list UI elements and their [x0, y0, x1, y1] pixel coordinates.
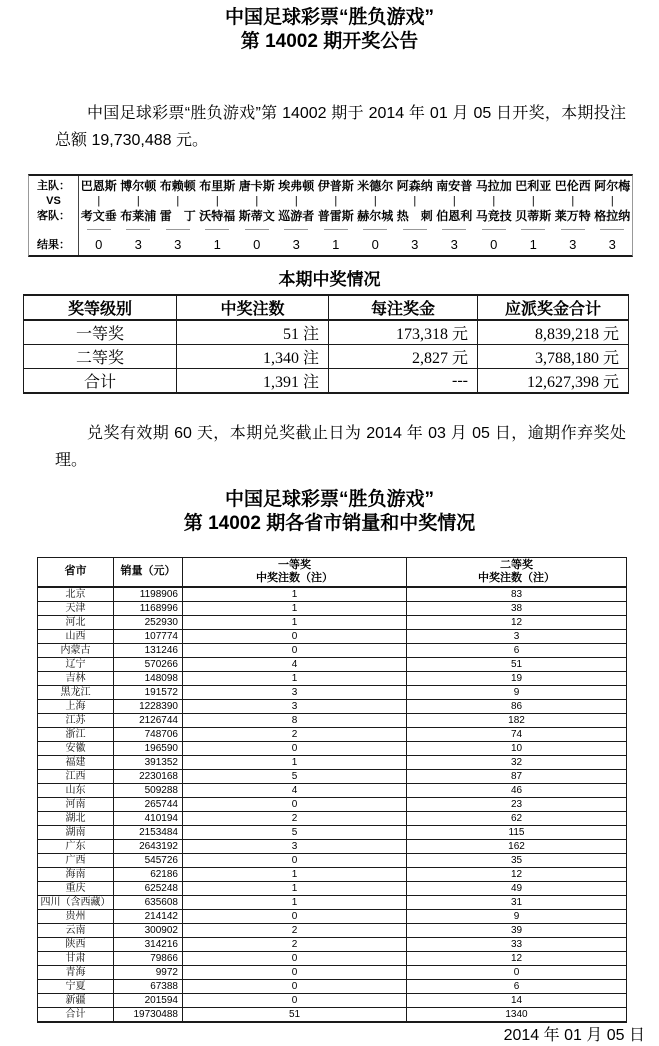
match-results-table [28, 174, 633, 257]
province-name: 山东 [38, 783, 114, 797]
match-column [395, 176, 435, 255]
province-first-prize-count: 1 [183, 881, 407, 895]
province-second-prize-count: 87 [407, 769, 627, 783]
province-first-prize-count: 1 [183, 895, 407, 909]
province-second-prize-count: 162 [407, 839, 627, 853]
prize-amount: --- [329, 369, 478, 394]
separator-dash [600, 229, 624, 230]
province-sales: 79866 [114, 951, 183, 965]
province-table-row [38, 643, 627, 657]
vs-bar: | [492, 194, 496, 207]
province-sales: 148098 [114, 671, 183, 685]
match-column [514, 176, 554, 255]
province-second-prize-count: 14 [407, 993, 627, 1007]
doc-title-line1: 中国足球彩票“胜负游戏” [224, 7, 434, 28]
prize-total: 8,839,218 元 [478, 320, 629, 345]
spacer-row [29, 225, 78, 235]
province-first-prize-count: 0 [183, 853, 407, 867]
separator-dash [561, 229, 585, 230]
province-first-prize-count: 0 [183, 741, 407, 755]
vs-bar: | [334, 194, 338, 207]
away-team: 布莱浦 [120, 209, 157, 224]
province-name: 上海 [38, 699, 114, 713]
vs-bar: | [136, 194, 140, 207]
province-sales: 9972 [114, 965, 183, 979]
vs-bar: | [176, 194, 180, 207]
province-first-prize-count: 3 [183, 839, 407, 853]
province-second-prize-count: 3 [407, 629, 627, 643]
prize-col-count: 中奖注数 [177, 295, 329, 320]
province-second-prize-count: 9 [407, 685, 627, 699]
away-row-label: 客队： [37, 210, 70, 223]
vs-bar: | [571, 194, 575, 207]
province-table-row [38, 685, 627, 699]
away-team: 伯恩利 [436, 209, 473, 224]
match-column [79, 176, 119, 255]
separator-dash [442, 229, 466, 230]
prize-col-total: 应派奖金合计 [478, 295, 629, 320]
match-column [593, 176, 633, 255]
province-name: 广东 [38, 839, 114, 853]
province-second-prize-count: 19 [407, 671, 627, 685]
province-table-row [38, 629, 627, 643]
province-table [37, 557, 627, 1023]
province-sales: 1168996 [114, 601, 183, 615]
prize-table-row [24, 345, 629, 369]
province-table-header [38, 558, 627, 587]
home-team: 埃弗顿 [278, 179, 315, 193]
province-second-prize-count: 12 [407, 951, 627, 965]
province-table-row [38, 797, 627, 811]
province-name: 合计 [38, 1007, 114, 1022]
prize-level: 一等奖 [24, 320, 177, 345]
province-second-prize-count: 182 [407, 713, 627, 727]
match-result: 1 [213, 237, 221, 252]
home-team: 南安普 [436, 179, 473, 193]
province-name: 内蒙古 [38, 643, 114, 657]
match-result: 0 [253, 237, 261, 252]
province-name: 吉林 [38, 671, 114, 685]
home-team: 阿尔梅 [594, 179, 631, 193]
province-col-first-prize: 一等奖 中奖注数（注） [183, 558, 407, 587]
province-name: 辽宁 [38, 657, 114, 671]
province-second-prize-count: 46 [407, 783, 627, 797]
away-team: 莱万特 [554, 209, 591, 224]
match-column [474, 176, 514, 255]
province-table-row [38, 979, 627, 993]
province-table-body [38, 587, 627, 1022]
home-row-label: 主队： [37, 180, 70, 192]
province-sales: 67388 [114, 979, 183, 993]
province-table-row [38, 825, 627, 839]
province-name: 河南 [38, 797, 114, 811]
province-table-row [38, 923, 627, 937]
province-second-prize-count: 83 [407, 587, 627, 602]
province-sales: 545726 [114, 853, 183, 867]
match-result: 1 [332, 237, 340, 252]
separator-dash [205, 229, 229, 230]
province-sales: 2153484 [114, 825, 183, 839]
away-team: 沃特福 [199, 209, 236, 224]
province-sales: 635608 [114, 895, 183, 909]
province-second-prize-count: 12 [407, 615, 627, 629]
home-team: 巴利亚 [515, 179, 552, 193]
province-sales: 191572 [114, 685, 183, 699]
match-result: 0 [371, 237, 379, 252]
away-team: 赫尔城 [357, 209, 394, 224]
away-team: 雷 丁 [159, 209, 196, 224]
away-team: 格拉纳 [594, 209, 631, 224]
prize-col-amount: 每注奖金 [329, 295, 478, 320]
province-second-prize-count: 1340 [407, 1007, 627, 1022]
redeem-paragraph: 兑奖有效期 60 天，本期兑奖截止日为 2014 年 03 月 05 日，逾期作弃奖处理。 [55, 425, 626, 469]
prize-count: 51 注 [177, 320, 329, 345]
match-column [198, 176, 238, 255]
province-first-prize-count: 2 [183, 923, 407, 937]
home-team: 阿森纳 [396, 179, 433, 193]
home-team: 布里斯 [199, 179, 236, 193]
province-name: 江苏 [38, 713, 114, 727]
match-result: 3 [134, 237, 142, 252]
province-second-prize-count: 49 [407, 881, 627, 895]
home-team: 伊普斯 [317, 179, 354, 193]
province-sales: 748706 [114, 727, 183, 741]
province-second-prize-count: 23 [407, 797, 627, 811]
province-sales: 131246 [114, 643, 183, 657]
province-table-row [38, 769, 627, 783]
province-first-prize-count: 1 [183, 755, 407, 769]
match-column [316, 176, 356, 255]
vs-bar: | [215, 194, 219, 207]
match-column [356, 176, 396, 255]
home-team: 巴恩斯 [80, 179, 117, 193]
province-sales: 2230168 [114, 769, 183, 783]
prize-amount: 2,827 元 [329, 345, 478, 369]
province-sales: 62186 [114, 867, 183, 881]
prize-count: 1,340 注 [177, 345, 329, 369]
prize-level: 合计 [24, 369, 177, 394]
match-result: 0 [95, 237, 103, 252]
province-table-row [38, 657, 627, 671]
prize-table-header [24, 295, 629, 320]
province-table-row [38, 881, 627, 895]
province-name: 安徽 [38, 741, 114, 755]
match-result: 3 [608, 237, 616, 252]
vs-bar: | [610, 194, 614, 207]
province-sales: 107774 [114, 629, 183, 643]
province-sales: 410194 [114, 811, 183, 825]
separator-dash [126, 229, 150, 230]
province-name: 福建 [38, 755, 114, 769]
away-team: 马竞技 [475, 209, 512, 224]
match-result: 3 [411, 237, 419, 252]
province-first-prize-count: 0 [183, 909, 407, 923]
province-second-prize-count: 39 [407, 923, 627, 937]
province-second-prize-count: 115 [407, 825, 627, 839]
prize-section-title: 本期中奖情况 [278, 270, 381, 289]
province-table-row [38, 1007, 627, 1022]
province-first-prize-count: 0 [183, 965, 407, 979]
match-column [435, 176, 475, 255]
match-row-labels [29, 176, 79, 255]
away-team: 斯蒂文 [238, 209, 275, 224]
match-column [237, 176, 277, 255]
province-sales: 196590 [114, 741, 183, 755]
vs-bar: | [255, 194, 259, 207]
separator-dash [482, 229, 506, 230]
away-team: 巡游者 [278, 209, 315, 224]
prize-table-body [24, 320, 629, 393]
home-team: 布赖顿 [159, 179, 196, 193]
vs-bar: | [294, 194, 298, 207]
match-result: 0 [490, 237, 498, 252]
province-table-row [38, 951, 627, 965]
province-first-prize-count: 1 [183, 587, 407, 602]
province-table-row [38, 895, 627, 909]
province-name: 重庆 [38, 881, 114, 895]
province-sales: 314216 [114, 937, 183, 951]
separator-dash [324, 229, 348, 230]
province-second-prize-count: 86 [407, 699, 627, 713]
province-sales: 2643192 [114, 839, 183, 853]
province-first-prize-count: 1 [183, 601, 407, 615]
province-first-prize-count: 4 [183, 783, 407, 797]
province-first-prize-count: 5 [183, 825, 407, 839]
province-name: 河北 [38, 615, 114, 629]
prize-level: 二等奖 [24, 345, 177, 369]
province-name: 四川（含西藏） [38, 895, 114, 909]
home-team: 巴伦西 [554, 179, 591, 193]
province-second-prize-count: 33 [407, 937, 627, 951]
match-column [277, 176, 317, 255]
province-name: 湖北 [38, 811, 114, 825]
away-team: 考文垂 [80, 209, 117, 224]
match-result: 3 [292, 237, 300, 252]
province-name: 贵州 [38, 909, 114, 923]
province-table-row [38, 671, 627, 685]
province-sales: 214142 [114, 909, 183, 923]
intro-paragraph: 中国足球彩票“胜负游戏”第 14002 期于 2014 年 01 月 05 日开奖，本期投注总额 19,730,488 元。 [55, 105, 626, 149]
province-table-row [38, 937, 627, 951]
province-name: 陕西 [38, 937, 114, 951]
province-sales: 252930 [114, 615, 183, 629]
province-second-prize-count: 10 [407, 741, 627, 755]
province-col-second-prize: 二等奖 中奖注数（注） [407, 558, 627, 587]
separator-dash [166, 229, 190, 230]
province-name: 黑龙江 [38, 685, 114, 699]
province-table-row [38, 755, 627, 769]
doc-title-line2: 第 14002 期开奖公告 [240, 31, 419, 52]
province-first-prize-count: 1 [183, 615, 407, 629]
prize-table-row [24, 320, 629, 345]
province-table-row [38, 811, 627, 825]
province-first-prize-count: 3 [183, 685, 407, 699]
vs-bar: | [452, 194, 456, 207]
province-table-row [38, 699, 627, 713]
prize-table-row [24, 369, 629, 394]
province-table-row [38, 839, 627, 853]
province-name: 青海 [38, 965, 114, 979]
prize-total: 3,788,180 元 [478, 345, 629, 369]
province-second-prize-count: 31 [407, 895, 627, 909]
match-result: 3 [450, 237, 458, 252]
match-result: 3 [174, 237, 182, 252]
separator-dash [363, 229, 387, 230]
province-first-prize-count: 0 [183, 993, 407, 1007]
province-table-row [38, 853, 627, 867]
province-section-title [0, 488, 659, 536]
province-sales: 1228390 [114, 699, 183, 713]
province-table-row [38, 783, 627, 797]
province-sales: 509288 [114, 783, 183, 797]
province-second-prize-count: 32 [407, 755, 627, 769]
province-sales: 625248 [114, 881, 183, 895]
home-team: 博尔顿 [120, 179, 157, 193]
province-table-row [38, 615, 627, 629]
province-first-prize-count: 0 [183, 629, 407, 643]
province-name: 甘肃 [38, 951, 114, 965]
province-second-prize-count: 74 [407, 727, 627, 741]
province-second-prize-count: 0 [407, 965, 627, 979]
province-second-prize-count: 35 [407, 853, 627, 867]
vs-bar: | [97, 194, 101, 207]
match-column [158, 176, 198, 255]
province-table-row [38, 867, 627, 881]
province-sales: 2126744 [114, 713, 183, 727]
province-sales: 1198906 [114, 587, 183, 602]
match-result: 1 [529, 237, 537, 252]
prize-table [23, 294, 629, 394]
separator-dash [87, 229, 111, 230]
vs-row-label: VS [46, 194, 61, 207]
separator-dash [284, 229, 308, 230]
province-first-prize-count: 2 [183, 727, 407, 741]
prize-count: 1,391 注 [177, 369, 329, 394]
province-first-prize-count: 4 [183, 657, 407, 671]
province-sales: 265744 [114, 797, 183, 811]
home-team: 马拉加 [475, 179, 512, 193]
away-team: 热 刺 [396, 209, 433, 224]
province-section-title-line1: 中国足球彩票“胜负游戏” [224, 489, 434, 510]
province-second-prize-count: 12 [407, 867, 627, 881]
province-first-prize-count: 1 [183, 671, 407, 685]
province-table-row [38, 727, 627, 741]
province-first-prize-count: 0 [183, 951, 407, 965]
home-team: 唐卡斯 [238, 179, 275, 193]
province-table-row [38, 993, 627, 1007]
away-team: 普雷斯 [317, 209, 354, 224]
province-name: 天津 [38, 601, 114, 615]
prize-amount: 173,318 元 [329, 320, 478, 345]
province-second-prize-count: 38 [407, 601, 627, 615]
match-column [119, 176, 159, 255]
province-name: 宁夏 [38, 979, 114, 993]
province-sales: 201594 [114, 993, 183, 1007]
province-second-prize-count: 6 [407, 979, 627, 993]
province-sales: 300902 [114, 923, 183, 937]
prize-col-level: 奖等级别 [24, 295, 177, 320]
province-table-row [38, 965, 627, 979]
province-first-prize-count: 3 [183, 699, 407, 713]
away-team: 贝蒂斯 [515, 209, 552, 224]
result-row-label: 结果： [37, 239, 70, 251]
vs-bar: | [413, 194, 417, 207]
province-col-sales: 销量（元） [114, 558, 183, 587]
separator-dash [245, 229, 269, 230]
doc-title [0, 6, 659, 54]
province-name: 云南 [38, 923, 114, 937]
match-column [553, 176, 593, 255]
province-second-prize-count: 51 [407, 657, 627, 671]
province-second-prize-count: 6 [407, 643, 627, 657]
province-first-prize-count: 51 [183, 1007, 407, 1022]
province-table-row [38, 601, 627, 615]
province-first-prize-count: 2 [183, 811, 407, 825]
province-table-row [38, 713, 627, 727]
province-name: 海南 [38, 867, 114, 881]
vs-bar: | [373, 194, 377, 207]
home-team: 米德尔 [357, 179, 394, 193]
province-table-row [38, 741, 627, 755]
province-name: 北京 [38, 587, 114, 602]
match-result: 3 [569, 237, 577, 252]
province-name: 山西 [38, 629, 114, 643]
separator-dash [521, 229, 545, 230]
province-col-name: 省市 [38, 558, 114, 587]
separator-dash [403, 229, 427, 230]
province-first-prize-count: 5 [183, 769, 407, 783]
province-section-title-line2: 第 14002 期各省市销量和中奖情况 [183, 513, 476, 534]
province-name: 湖南 [38, 825, 114, 839]
issue-date: 2014 年 01 月 05 日 [503, 1026, 645, 1044]
vs-bar: | [531, 194, 535, 207]
prize-total: 12,627,398 元 [478, 369, 629, 394]
province-first-prize-count: 8 [183, 713, 407, 727]
province-table-row [38, 587, 627, 602]
province-second-prize-count: 9 [407, 909, 627, 923]
province-first-prize-count: 0 [183, 797, 407, 811]
province-table-row [38, 909, 627, 923]
province-second-prize-count: 62 [407, 811, 627, 825]
province-name: 新疆 [38, 993, 114, 1007]
province-sales: 391352 [114, 755, 183, 769]
province-name: 浙江 [38, 727, 114, 741]
province-sales: 570266 [114, 657, 183, 671]
province-first-prize-count: 1 [183, 867, 407, 881]
province-first-prize-count: 2 [183, 937, 407, 951]
province-first-prize-count: 0 [183, 643, 407, 657]
province-name: 广西 [38, 853, 114, 867]
province-sales: 19730488 [114, 1007, 183, 1022]
province-first-prize-count: 0 [183, 979, 407, 993]
province-name: 江西 [38, 769, 114, 783]
